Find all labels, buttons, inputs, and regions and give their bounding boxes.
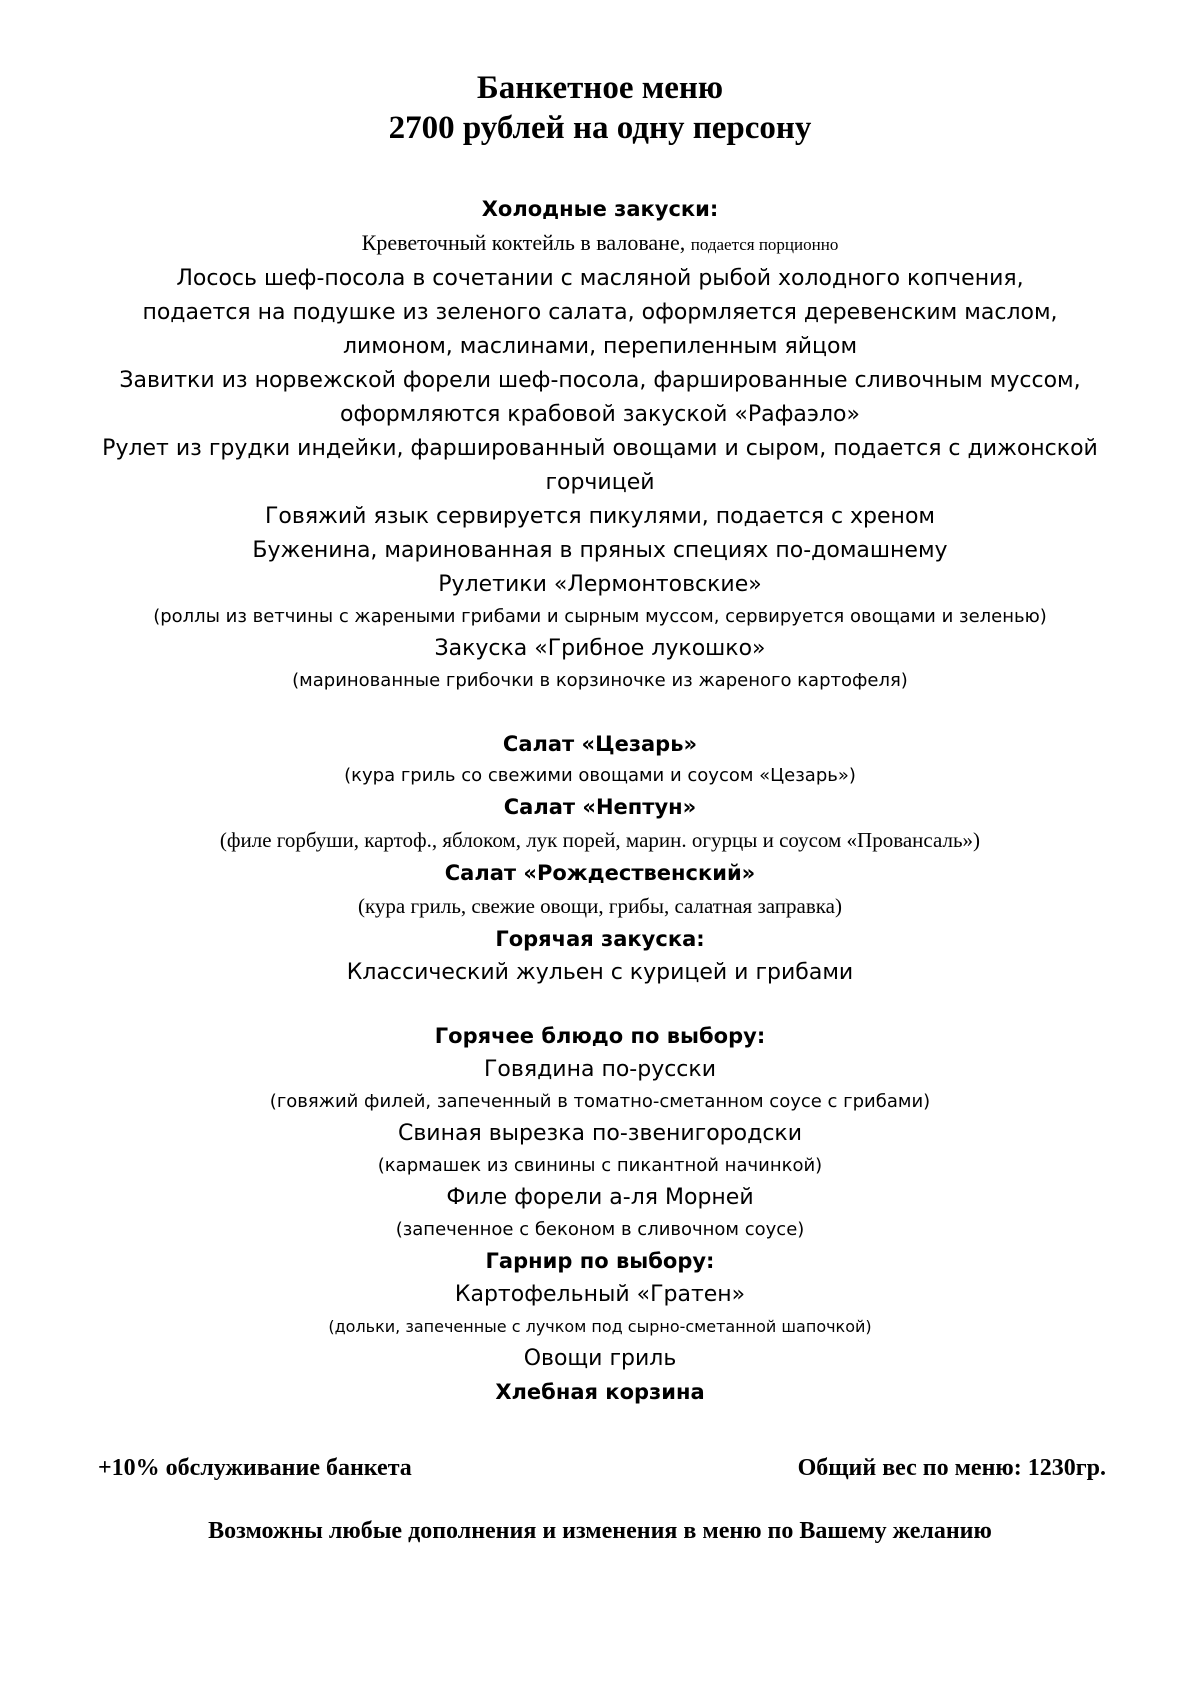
salad-caesar-name: Салат «Цезарь» xyxy=(502,732,698,756)
bread-basket: Хлебная корзина xyxy=(495,1380,705,1404)
beef-russian-note: (говяжий филей, запеченный в томатно-сметанном соусе с грибами) xyxy=(269,1091,931,1112)
menu-item-mushroom-basket: Закуска «Грибное лукошко» xyxy=(434,636,766,661)
hot-appetizer-heading: Горячая закуска: xyxy=(495,927,705,951)
shrimp-cocktail-name: Креветочный коктейль в валоване, xyxy=(361,230,691,255)
menu-item-salmon: Лосось шеф-посола в сочетании с масляной рыбой холодного копчения, подается на подушке из зеленого салата, оформляется деревенским маслом, лимоном, маслинами, перепиленным яйцом xyxy=(142,266,1058,359)
total-weight: Общий вес по меню: 1230гр. xyxy=(797,1455,1106,1481)
garnish-heading: Гарнир по выбору: xyxy=(485,1249,715,1273)
salad-christmas-note: (кура гриль, свежие овощи, грибы, салатная заправка) xyxy=(358,894,842,918)
menu-item-potato-gratin: Картофельный «Гратен» xyxy=(454,1282,746,1307)
price-per-person: 2700 рублей на одну персону xyxy=(388,110,812,146)
lermontov-rolls-note: (роллы из ветчины с жареными грибами и сырным муссом, сервируется овощами и зеленью) xyxy=(153,606,1047,627)
menu-item-lermontov-rolls: Рулетики «Лермонтовские» xyxy=(438,572,762,597)
menu-item-beef-russian: Говядина по-русски xyxy=(484,1057,716,1082)
trout-mornay-note: (запеченное с беконом в сливочном соусе) xyxy=(395,1219,805,1240)
menu-item-turkey-roll: Рулет из грудки индейки, фаршированный овощами и сыром, подается с дижонской горчицей xyxy=(102,436,1098,495)
potato-gratin-note: (дольки, запеченные с лучком под сырно-сметанной шапочкой) xyxy=(328,1317,872,1336)
menu-item-trout-mornay: Филе форели а-ля Морней xyxy=(446,1185,754,1210)
menu-item-trout-rolls: Завитки из норвежской форели шеф-посола, фаршированные сливочным муссом, оформляются крабовой закуской «Рафаэло» xyxy=(119,368,1081,427)
menu-body xyxy=(60,193,1140,1409)
salad-neptune-note: (филе горбуши, картоф., яблоком, лук порей, марин. огурцы и соусом «Провансаль») xyxy=(219,828,981,852)
menu-item-buzhenina: Буженина, маринованная в пряных специях по-домашнему xyxy=(252,538,948,563)
mushroom-basket-note: (маринованные грибочки в корзиночке из жареного картофеля) xyxy=(292,670,908,691)
menu-title: Банкетное меню xyxy=(476,70,724,106)
hot-dish-heading: Горячее блюдо по выбору: xyxy=(434,1024,766,1048)
salad-neptune-name: Салат «Нептун» xyxy=(503,795,697,819)
service-fee: +10% обслуживание банкета xyxy=(98,1455,412,1481)
menu-item-beef-tongue: Говяжий язык сервируется пикулями, подается с хреном xyxy=(264,504,935,529)
salad-christmas-name: Салат «Рождественский» xyxy=(444,861,756,885)
menu-item-pork-tenderloin: Свиная вырезка по-звенигородски xyxy=(397,1121,802,1146)
menu-changes-note: Возможны любые дополнения и изменения в меню по Вашему желанию xyxy=(208,1518,992,1544)
menu-item-shrimp-cocktail xyxy=(60,226,1140,262)
menu-item-grilled-vegetables: Овощи гриль xyxy=(523,1346,677,1371)
pork-tenderloin-note: (кармашек из свинины с пикантной начинкой) xyxy=(377,1155,823,1176)
shrimp-cocktail-note: подается порционно xyxy=(690,235,839,254)
salad-caesar-note: (кура гриль со свежими овощами и соусом «Цезарь») xyxy=(344,765,856,786)
cold-appetizers-heading: Холодные закуски: xyxy=(481,197,719,221)
menu-item-julienne: Классический жульен с курицей и грибами xyxy=(346,960,854,985)
